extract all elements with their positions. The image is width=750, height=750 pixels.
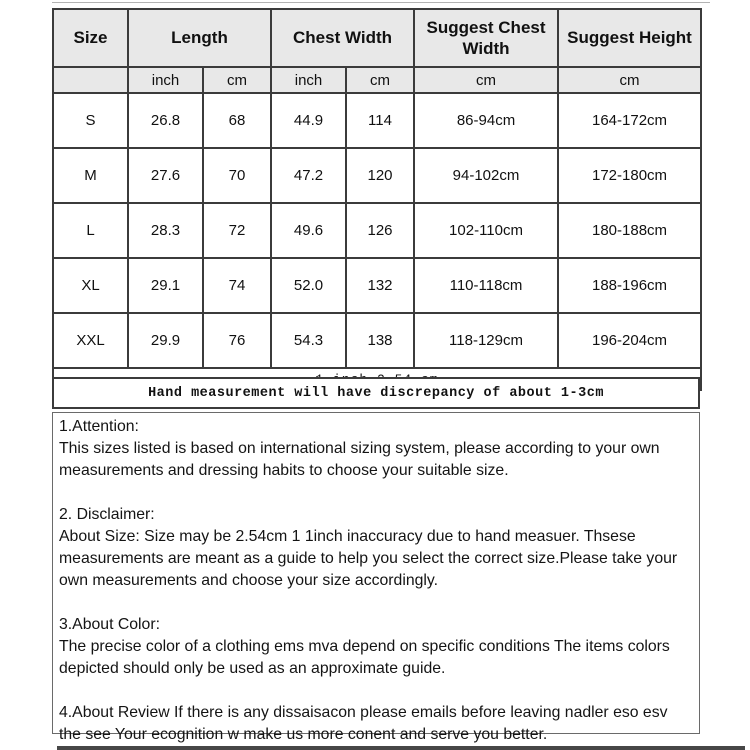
- cell-length-inch: 29.9: [128, 313, 203, 368]
- cell-length-cm: 68: [203, 93, 271, 148]
- notes-heading: 1.Attention:: [59, 418, 139, 435]
- column-header-size: Size: [53, 9, 128, 67]
- cell-length-cm: 74: [203, 258, 271, 313]
- cell-chest-inch: 47.2: [271, 148, 346, 203]
- cell-suggest-height: 172-180cm: [558, 148, 701, 203]
- notes-section-about-color: [59, 614, 693, 680]
- unit-cell-length-inch: inch: [128, 67, 203, 93]
- cell-chest-cm: 132: [346, 258, 414, 313]
- unit-cell-chest-cm: cm: [346, 67, 414, 93]
- product-notes-box: [52, 412, 700, 743]
- cell-size: XL: [53, 258, 128, 313]
- cell-size: S: [53, 93, 128, 148]
- cell-suggest-chest: 86-94cm: [414, 93, 558, 148]
- cell-length-cm: 72: [203, 203, 271, 258]
- cell-suggest-chest: 118-129cm: [414, 313, 558, 368]
- cell-suggest-height: 164-172cm: [558, 93, 701, 148]
- table-row-size-s: [53, 93, 701, 148]
- header-row: [53, 9, 701, 67]
- cell-chest-inch: 52.0: [271, 258, 346, 313]
- cell-chest-inch: 54.3: [271, 313, 346, 368]
- cell-suggest-chest: 102-110cm: [414, 203, 558, 258]
- cell-length-inch: 27.6: [128, 148, 203, 203]
- table-row-size-xl: [53, 258, 701, 313]
- notes-body: 4.About Review If there is any dissaisacon please emails before leaving nadler eso esv the see Your ecognition w make us more conent and serve you better.: [59, 704, 668, 743]
- column-header-chest-width: Chest Width: [271, 9, 414, 67]
- cell-chest-inch: 44.9: [271, 93, 346, 148]
- column-header-length: Length: [128, 9, 271, 67]
- cell-chest-cm: 126: [346, 203, 414, 258]
- table-row-size-xxl: [53, 313, 701, 368]
- cell-size: XXL: [53, 313, 128, 368]
- table-row-size-m: [53, 148, 701, 203]
- unit-cell-length-cm: cm: [203, 67, 271, 93]
- cell-size: M: [53, 148, 128, 203]
- table-row-size-l: [53, 203, 701, 258]
- cell-suggest-chest: 110-118cm: [414, 258, 558, 313]
- cell-suggest-chest: 94-102cm: [414, 148, 558, 203]
- top-divider-line: [52, 2, 710, 3]
- cell-suggest-height: 180-188cm: [558, 203, 701, 258]
- cell-chest-cm: 120: [346, 148, 414, 203]
- notes-section-disclaimer: [59, 504, 693, 592]
- notes-section-about-review: [59, 702, 693, 746]
- cell-chest-inch: 49.6: [271, 203, 346, 258]
- cell-chest-cm: 138: [346, 313, 414, 368]
- cell-suggest-height: 196-204cm: [558, 313, 701, 368]
- notes-body: This sizes listed is based on international sizing system, please according to your own measurements and dressing habits to choose your suitable size.: [59, 440, 660, 479]
- notes-section-attention: [59, 416, 693, 482]
- unit-cell-suggest-chest-cm: cm: [414, 67, 558, 93]
- cell-length-cm: 76: [203, 313, 271, 368]
- unit-cell-blank: [53, 67, 128, 93]
- column-header-suggest-height: Suggest Height: [558, 9, 701, 67]
- size-chart-table: [52, 8, 702, 391]
- notes-body: About Size: Size may be 2.54cm 1 1inch inaccuracy due to hand measuer. Thsese measurements are meant as a guide to help you select the correct size.Please take your own measurements and choose your size accordingly.: [59, 528, 678, 589]
- unit-cell-chest-inch: inch: [271, 67, 346, 93]
- cell-suggest-height: 188-196cm: [558, 258, 701, 313]
- cell-length-cm: 70: [203, 148, 271, 203]
- notes-heading: 3.About Color:: [59, 616, 160, 633]
- cell-size: L: [53, 203, 128, 258]
- unit-header-row: [53, 67, 701, 93]
- cell-length-inch: 29.1: [128, 258, 203, 313]
- cell-chest-cm: 114: [346, 93, 414, 148]
- cell-length-inch: 26.8: [128, 93, 203, 148]
- unit-cell-suggest-height-cm: cm: [558, 67, 701, 93]
- notes-body: The precise color of a clothing ems mva depend on specific conditions The items colors depicted should only be used as an approximate guide.: [59, 638, 670, 677]
- cell-length-inch: 28.3: [128, 203, 203, 258]
- bottom-edge-bar: [57, 746, 745, 750]
- hand-measurement-note: Hand measurement will have discrepancy of about 1-3cm: [52, 377, 700, 409]
- column-header-suggest-chest-width: Suggest Chest Width: [414, 9, 558, 67]
- notes-heading: 2. Disclaimer:: [59, 506, 155, 523]
